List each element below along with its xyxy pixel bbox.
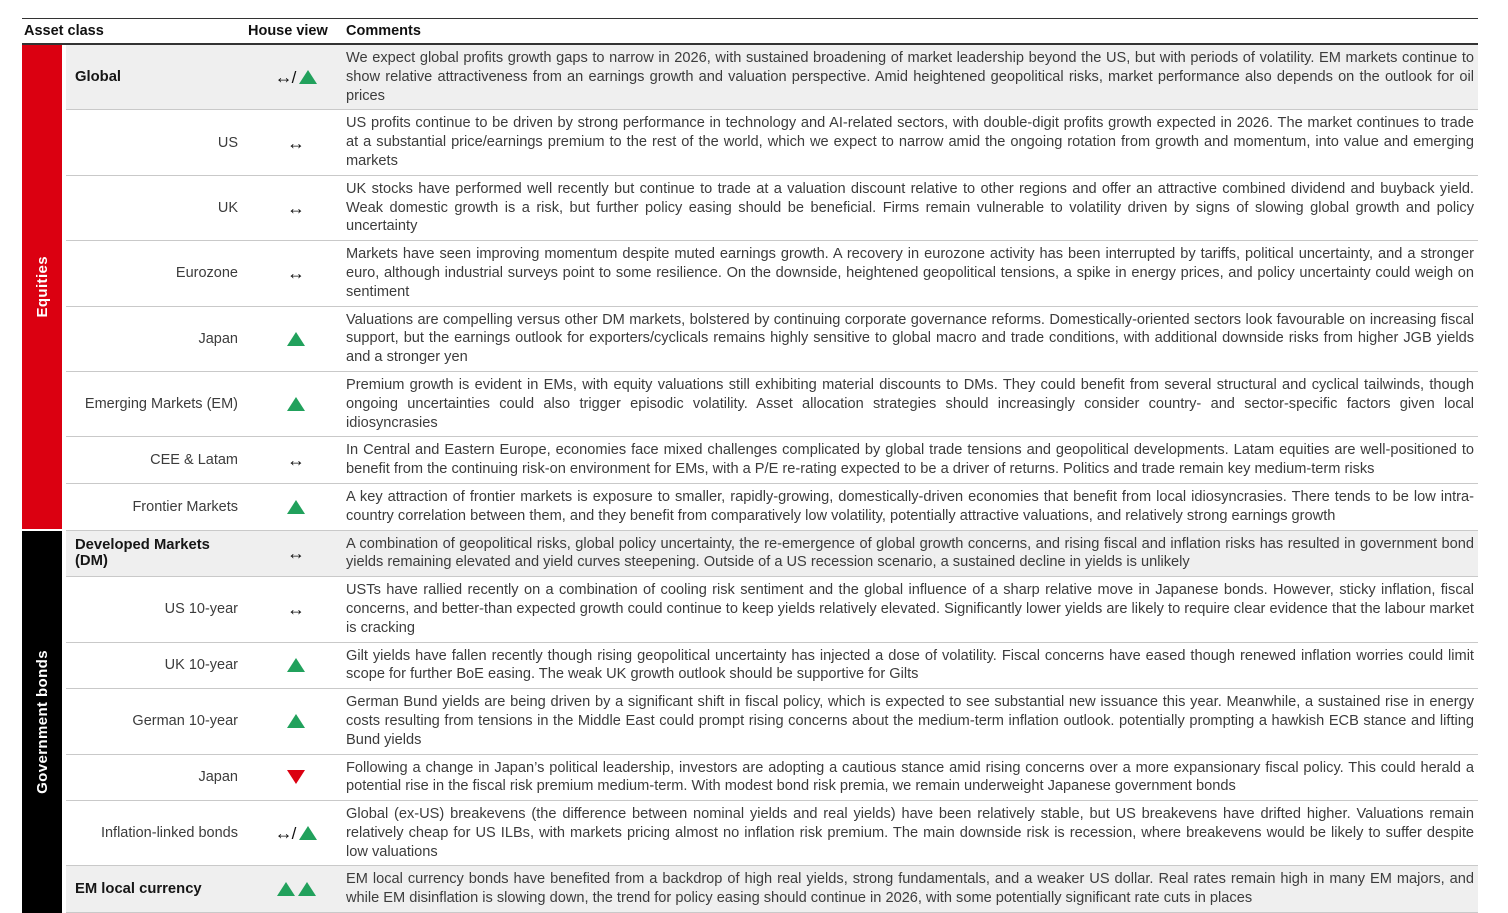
slash-separator: / — [291, 67, 297, 87]
house-view-cell — [248, 134, 344, 152]
down-triangle-icon — [287, 770, 305, 784]
up-triangle-icon — [298, 882, 316, 896]
table-row — [66, 110, 1478, 175]
sideways-arrow-icon: ↔ — [287, 197, 305, 218]
sideways-arrow-icon: ↔ — [274, 67, 293, 88]
asset-class-label: Eurozone — [175, 265, 238, 282]
house-view-column-header: House view — [248, 23, 328, 39]
comment-text: A key attraction of frontier markets is exposure to smaller, rapidly-growing, domestically-driven economies that benefit from local idiosyncrasies. There tends to be low intra-country correlation between them, and they benefit from comparatively low volatility, potentially attractive valuations, and relatively strong earnings growth — [346, 488, 1474, 524]
comment-text: Gilt yields have fallen recently though rising geopolitical uncertainty has injected a dose of volatility. Fiscal concerns have eased though renewed inflation worries could limit scope for further BoE easing. The weak UK growth outlook should be supportive for Gilts — [346, 647, 1474, 683]
comment-text: Valuations are compelling versus other DM markets, bolstered by continuing corporate governance reforms. Domestically-oriented sectors look favourable on increasing fiscal support, but the earnings outlook for exporters/cyclicals remains highly sensitive to global macro and trade conditions, with additional downside risks from higher JGB yields and a stronger yen — [346, 311, 1474, 366]
asset-class-column-header: Asset class — [24, 23, 104, 39]
table-row — [66, 45, 1478, 110]
comment-text: US profits continue to be driven by strong performance in technology and AI-related sectors, with double-digit profits growth expected in 2026. The market continues to trade at a substantial price/earnings premium to the rest of the world, which we expect to narrow amid the ongoing rotation from growth and momentum, into value and emerging markets — [346, 115, 1474, 169]
house-view-cell — [248, 770, 344, 784]
comment-text: We expect global profits growth gaps to narrow in 2026, with sustained broadening of market leadership beyond the US, but with periods of volatility. EM markets continue to show relative attractiveness from an earnings growth and valuation perspective. Amid heightened geopolitical risks, market performance also depends on the outlook for oil prices — [346, 50, 1474, 104]
house-view-cell — [248, 544, 344, 562]
up-triangle-icon — [277, 882, 295, 896]
comment-text: Following a change in Japan’s political leadership, investors are adopting a cautious stance amid rising concerns over a more expansionary fiscal policy. This could herald a potential rise in the fiscal risk premium medium-term. With modest bond risk premia, we remain underweight Japanese government bonds — [346, 759, 1474, 795]
asset-class-label: EM local currency — [75, 881, 202, 898]
table-row — [66, 372, 1478, 437]
asset-class-label: Inflation-linked bonds — [100, 825, 238, 842]
table-header — [22, 18, 1478, 45]
section-rows — [66, 45, 1478, 531]
comment-text: Markets have seen improving momentum despite muted earnings growth. A recovery in eurozone activity has been interrupted by tariffs, political uncertainty, and a stronger euro, although industrial surveys point to some resilience. On the downside, heightened geopolitical tensions, a spike in energy prices, and policy uncertainty could weigh on sentiment — [346, 246, 1474, 300]
table-row — [66, 437, 1478, 484]
asset-class-label: US 10-year — [164, 601, 238, 618]
table-body — [22, 45, 1478, 913]
slash-separator: / — [291, 823, 297, 843]
asset-class-label: UK 10-year — [164, 657, 238, 674]
section-rows — [66, 531, 1478, 913]
house-view-cell — [248, 199, 344, 217]
table-row — [66, 531, 1478, 578]
house-view-cell — [248, 500, 344, 514]
house-view-cell — [248, 714, 344, 728]
comment-text: EM local currency bonds have benefited from a backdrop of high real yields, strong fundamentals, and a weaker US dollar. Real rates remain high in many EM majors, and while EM disinflation is slowing down, the trend for policy easing should continue in 2026, with some potentially significant rate cuts in places — [346, 871, 1474, 907]
house-view-cell — [248, 824, 344, 842]
section-government-bonds — [22, 531, 1478, 913]
asset-class-label: CEE & Latam — [150, 452, 238, 469]
up-triangle-icon — [287, 397, 305, 411]
asset-class-label: Japan — [198, 769, 238, 786]
table-row — [66, 755, 1478, 802]
comment-text: Global (ex-US) breakevens (the difference between nominal yields and real yields) have been relatively stable, but US breakevens have drifted higher. Valuations remain relatively cheap for US ILBs, with markets pricing almost no inflation risk premium. The main downside risk is recession, where breakevens would be likely to suffer despite low valuations — [346, 806, 1474, 860]
asset-class-label: Global — [75, 69, 122, 86]
asset-class-label: Japan — [198, 330, 238, 347]
category-band — [22, 531, 62, 913]
comments-column-header: Comments — [346, 23, 421, 39]
asset-class-label: Frontier Markets — [132, 498, 238, 515]
table-row — [66, 176, 1478, 241]
comment-text: Premium growth is evident in EMs, with equity valuations still exhibiting material discounts to DMs. They could benefit from several structural and cyclical tailwinds, though ongoing uncertainties could also trigger episodic volatility. Asset allocation strategies should increasingly consider country- and sector-specific factors given local idiosyncrasies — [346, 376, 1474, 431]
sideways-arrow-icon: ↔ — [287, 263, 305, 284]
house-view-cell — [248, 882, 344, 896]
table-row — [66, 689, 1478, 754]
sideways-arrow-icon: ↔ — [274, 823, 293, 844]
table-row — [66, 307, 1478, 372]
house-view-cell — [248, 600, 344, 618]
sideways-arrow-icon: ↔ — [287, 450, 305, 471]
up-triangle-icon — [287, 714, 305, 728]
table-row — [66, 241, 1478, 306]
sideways-arrow-icon: ↔ — [287, 543, 305, 564]
section-equities — [22, 45, 1478, 531]
sideways-arrow-icon: ↔ — [287, 599, 305, 620]
table-row — [66, 643, 1478, 690]
house-view-cell — [248, 397, 344, 411]
category-label: Government bonds — [33, 649, 51, 794]
table-row — [66, 801, 1478, 866]
asset-class-label: UK — [217, 199, 238, 216]
category-band — [22, 45, 62, 531]
comment-text: German Bund yields are being driven by a significant shift in fiscal policy, which is expected to see substantial new issuance this year. Meanwhile, a sustained rise in energy costs resulting from tensions in the Middle East could prompt rising concerns about the medium-term inflation outlook. potentially prompting a hawkish ECB stance and lifting Bund yields — [346, 694, 1474, 748]
category-label: Equities — [33, 255, 51, 318]
house-view-cell — [248, 68, 344, 86]
comment-text: USTs have rallied recently on a combination of cooling risk sentiment and the global influence of a sharp relative move in Japanese bonds. However, sticky inflation, fiscal concerns, and better-than expected growth could continue to keep yields relatively elevated. Significantly lower yields are likely to require clear evidence that the labour market is cracking — [346, 582, 1474, 636]
up-triangle-icon — [299, 826, 317, 840]
asset-class-label: Developed Markets (DM) — [75, 537, 210, 570]
up-triangle-icon — [287, 500, 305, 514]
sideways-arrow-icon: ↔ — [287, 132, 305, 153]
asset-class-label: German 10-year — [132, 713, 238, 730]
up-triangle-icon — [287, 658, 305, 672]
table-row — [66, 484, 1478, 531]
comment-text: A combination of geopolitical risks, global policy uncertainty, the re-emergence of global growth concerns, and rising fiscal and inflation risks has resulted in government bond yields remaining elevated and yield curves steepening. Outside of a US recession scenario, a sustained decline in yields is unlikely — [346, 535, 1474, 571]
house-view-cell — [248, 451, 344, 469]
house-view-cell — [248, 332, 344, 346]
asset-class-label: US — [217, 134, 238, 151]
house-view-cell — [248, 658, 344, 672]
table-row — [66, 577, 1478, 642]
comment-text: UK stocks have performed well recently but continue to trade at a valuation discount relative to other regions and offer an attractive combined dividend and buyback yield. Weak domestic growth is a risk, but further policy easing should be beneficial. Firms remain vulnerable to volatility driven by signs of slowing global growth and policy uncertainty — [346, 180, 1474, 235]
comment-text: In Central and Eastern Europe, economies face mixed challenges complicated by global trade tensions and geopolitical developments. Latam equities are well-positioned to benefit from the continuing risk-on environment for EMs, with a P/E re-rating expected to be a driver of returns. Politics and trade remain key medium-term risks — [346, 442, 1474, 478]
up-triangle-icon — [299, 70, 317, 84]
house-view-table — [22, 18, 1478, 913]
up-triangle-icon — [287, 332, 305, 346]
asset-class-label: Emerging Markets (EM) — [84, 396, 238, 413]
table-row — [66, 866, 1478, 913]
house-view-cell — [248, 264, 344, 282]
